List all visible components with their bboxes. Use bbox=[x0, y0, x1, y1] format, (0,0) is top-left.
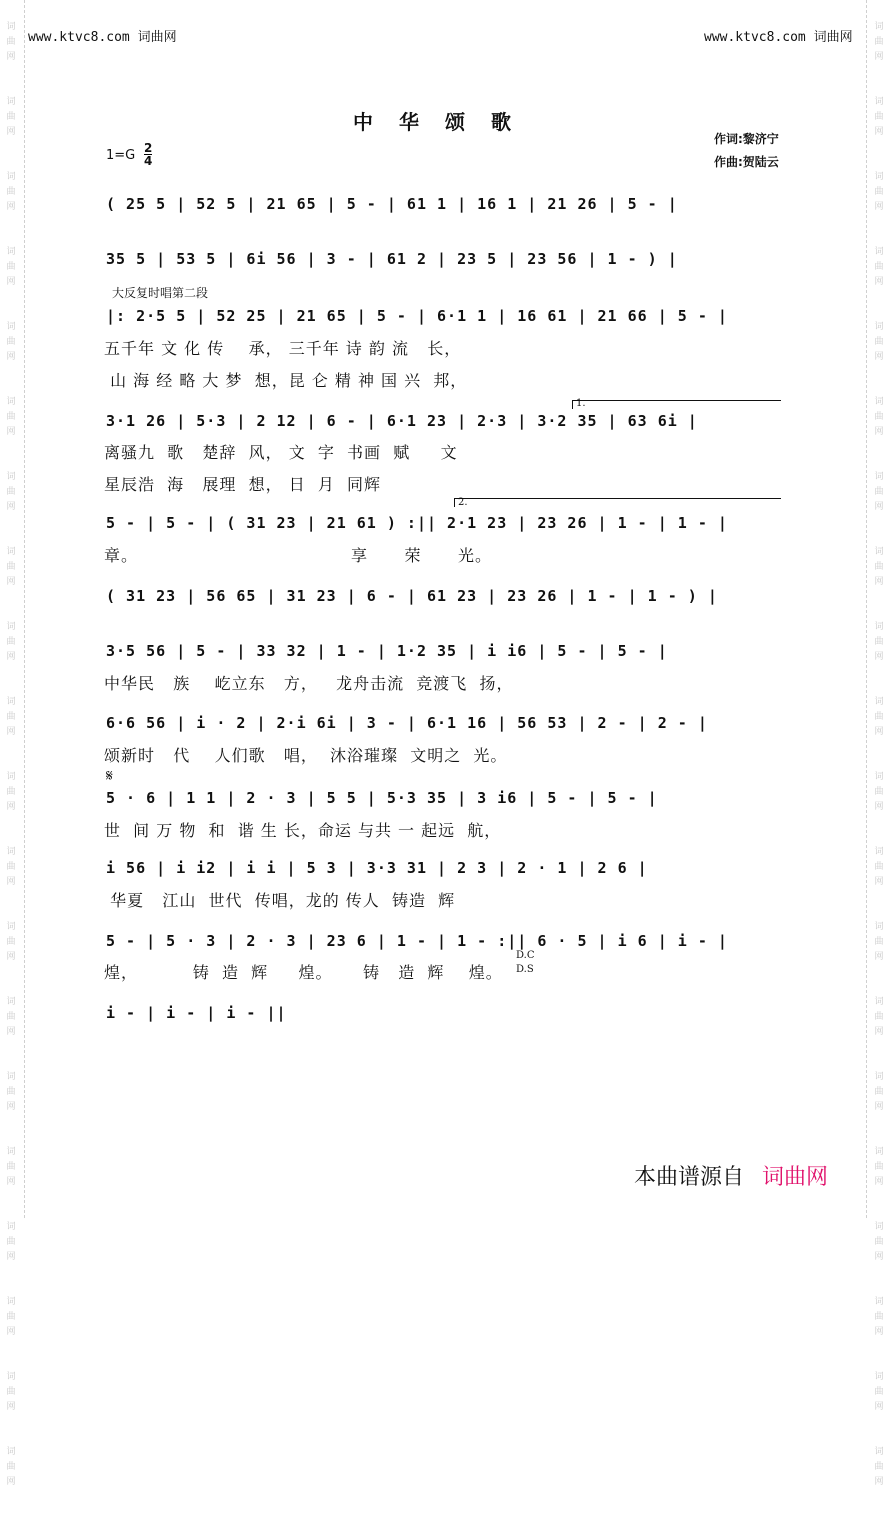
notation-row-1: ( 25 5 | 52 5 | 21 65 | 5 - | 61 1 | 16 1 | 21 26 | 5 - | bbox=[106, 195, 678, 213]
time-signature bbox=[144, 142, 152, 167]
meter-top: 2 bbox=[144, 141, 153, 155]
staff-row-6 bbox=[98, 583, 788, 611]
notation-row-6: ( 31 23 | 56 65 | 31 23 | 6 - | 61 23 | 23 26 | 1 - | 1 - ) | bbox=[106, 587, 718, 605]
notation-row-10: i 56 | i i2 | i i | 5 3 | 3·3 31 | 2 3 | 2 · 1 | 2 6 | bbox=[106, 859, 648, 877]
lyric-row-5: 章。 享 荣 光。 bbox=[104, 546, 493, 565]
lyric-row-3-verse-2: 山 海 经 略 大 梦 想，昆 仑 精 神 国 兴 邦， bbox=[104, 371, 468, 390]
left-side-watermark: 词 曲 网 词 曲 网 词 曲 网 词 曲 网 词 曲 网 词 曲 网 词 曲 网 词 曲 网 词 曲 网 词 曲 网 词 曲 网 词 曲 网 词 曲 网 词 曲 网 词 曲 网 词 曲 网 词 曲 网 词 曲 网 词 曲 网 词 曲 网 bbox=[6, 22, 16, 1487]
staff-row-3 bbox=[98, 303, 788, 331]
lyric-row-10: 华夏 江山 世代 传唱，龙的 传人 铸造 辉 bbox=[104, 891, 456, 910]
left-page-edge bbox=[24, 0, 25, 1218]
lyric-row-4-verse-1: 离骚九 歌 楚辞 风， 文 字 书画 赋 文 bbox=[104, 443, 458, 462]
notation-row-9: 5 · 6 | 1 1 | 2 · 3 | 5 5 | 5·3 35 | 3 i6 | 5 - | 5 - | bbox=[106, 789, 658, 807]
lyric-row-8: 颂新时 代 人们歌 唱， 沐浴璀璨 文明之 光。 bbox=[104, 746, 508, 765]
notation-row-2: 35 5 | 53 5 | 6i 56 | 3 - | 61 2 | 23 5 | 23 56 | 1 - ) | bbox=[106, 250, 678, 268]
staff-row-2 bbox=[98, 246, 788, 274]
lyric-row-4-verse-2: 星辰浩 海 展理 想， 日 月 同辉 bbox=[104, 475, 382, 494]
second-ending-label: 2. bbox=[458, 497, 468, 508]
meter-bottom: 4 bbox=[144, 154, 153, 168]
notation-row-11: 5 - | 5 · 3 | 2 · 3 | 23 6 | 1 - | 1 - :|| 6 · 5 | i 6 | i - | bbox=[106, 932, 728, 950]
staff-row-7 bbox=[98, 638, 788, 666]
lyric-row-7: 中华民 族 屹立东 方， 龙舟击流 竞渡飞 扬， bbox=[104, 674, 514, 693]
segno-sign: 𝄋 bbox=[106, 766, 113, 785]
staff-row-11 bbox=[98, 928, 788, 956]
staff-row-12 bbox=[98, 1000, 788, 1028]
source-footer bbox=[634, 1160, 828, 1191]
staff-row-4 bbox=[98, 408, 788, 436]
notation-row-12: i - | i - | i - || bbox=[106, 1004, 287, 1022]
site-url-left[interactable]: www.ktvc8.com 词曲网 bbox=[28, 30, 177, 45]
key-signature: 1=G bbox=[106, 148, 136, 163]
notation-row-4: 3·1 26 | 5·3 | 2 12 | 6 - | 6·1 23 | 2·3 | 3·2 35 | 63 6i | bbox=[106, 412, 698, 430]
staff-row-9 bbox=[98, 785, 788, 813]
notation-row-8: 6·6 56 | i · 2 | 2·i 6i | 3 - | 6·1 16 | 56 53 | 2 - | 2 - | bbox=[106, 714, 708, 732]
staff-row-8 bbox=[98, 710, 788, 738]
lyric-row-3-verse-1: 五千年 文 化 传 承， 三千年 诗 韵 流 长， bbox=[104, 339, 462, 358]
site-url-right[interactable]: www.ktvc8.com 词曲网 bbox=[704, 30, 853, 45]
lyric-row-11: 煌， 铸 造 辉 煌。 铸 造 辉 煌。 bbox=[104, 963, 503, 982]
repeat-annotation: 大反复时唱第二段 bbox=[112, 286, 209, 300]
notation-row-5: 5 - | 5 - | ( 31 23 | 21 61 ) :|| 2·1 23 | 23 26 | 1 - | 1 - | bbox=[106, 514, 728, 532]
composer: 作曲:贺陆云 bbox=[714, 155, 779, 169]
second-ending-bracket bbox=[454, 498, 781, 507]
ds-mark: D.S bbox=[516, 964, 534, 975]
dc-mark: D.C bbox=[516, 950, 535, 961]
source-label: 本曲谱源自 bbox=[634, 1165, 745, 1190]
staff-row-1 bbox=[98, 191, 788, 219]
lyricist: 作词:黎济宁 bbox=[714, 132, 779, 146]
staff-row-5 bbox=[98, 510, 788, 538]
notation-row-7: 3·5 56 | 5 - | 33 32 | 1 - | 1·2 35 | i i6 | 5 - | 5 - | bbox=[106, 642, 668, 660]
brand-link[interactable]: 词曲网 bbox=[762, 1165, 829, 1190]
notation-row-3: |: 2·5 5 | 52 25 | 21 65 | 5 - | 6·1 1 | 16 61 | 21 66 | 5 - | bbox=[106, 307, 728, 325]
song-title: 中华颂歌 bbox=[353, 110, 537, 134]
right-page-edge bbox=[866, 0, 867, 1218]
staff-row-10 bbox=[98, 855, 788, 883]
lyric-row-9: 世 间 万 物 和 谐 生 长，命运 与共 一 起远 航， bbox=[104, 821, 502, 840]
right-side-watermark: 词 曲 网 词 曲 网 词 曲 网 词 曲 网 词 曲 网 词 曲 网 词 曲 网 词 曲 网 词 曲 网 词 曲 网 词 曲 网 词 曲 网 词 曲 网 词 曲 网 词 曲 网 词 曲 网 词 曲 网 词 曲 网 词 曲 网 词 曲 网 bbox=[874, 22, 884, 1487]
first-ending-label: 1. bbox=[576, 398, 586, 409]
